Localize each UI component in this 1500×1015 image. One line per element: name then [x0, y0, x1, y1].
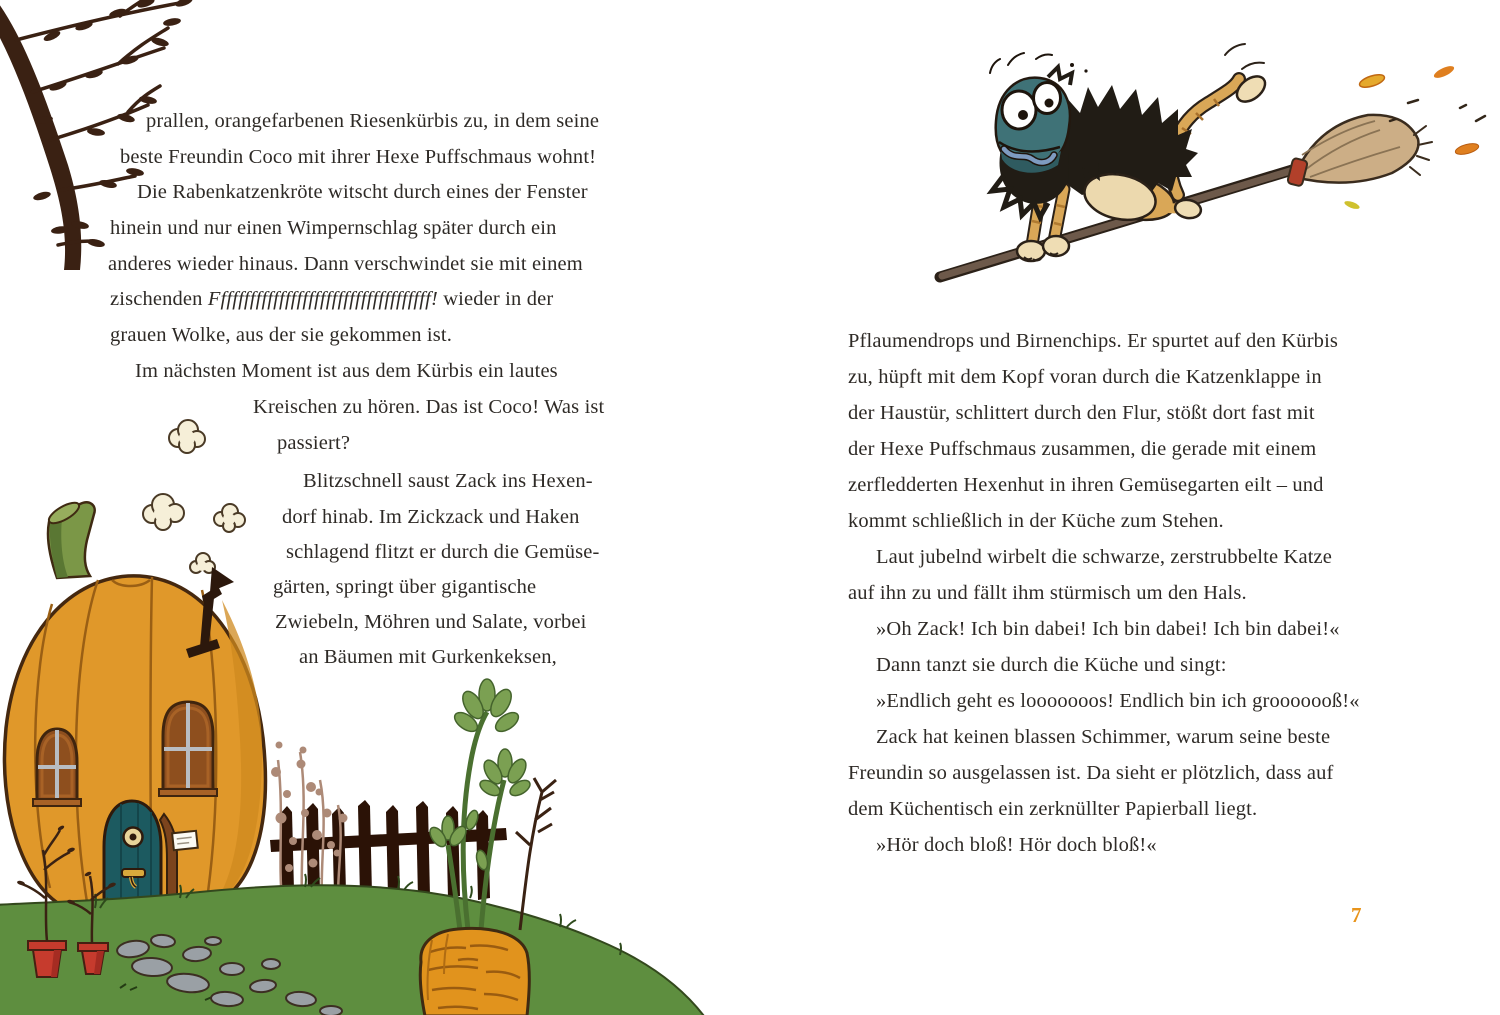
raven-cat-toad — [990, 44, 1270, 261]
text-line: der Haustür, schlittert durch den Flur, stößt dort fast mit — [848, 402, 1315, 424]
text-line: »Hör doch bloß! Hör doch bloß!« — [876, 834, 1157, 856]
text-line: gärten, springt über gigantische — [273, 576, 537, 598]
text-line: Zwiebeln, Möhren und Salate, vorbei — [275, 611, 587, 633]
text-line: schlagend flitzt er durch die Gemüse- — [286, 541, 600, 563]
text-line: der Hexe Puffschmaus zusammen, die gerade mit einem — [848, 438, 1317, 460]
hiss-prefix: zischenden — [110, 288, 208, 310]
text-line: »Oh Zack! Ich bin dabei! Ich bin dabei! Ich bin dabei!« — [876, 618, 1340, 640]
text-line: beste Freundin Coco mit ihrer Hexe Puffschmaus wohnt! — [120, 146, 597, 168]
text-line: zerfledderten Hexenhut in ihren Gemüsegarten eilt – und — [848, 474, 1324, 496]
text-line: Zack hat keinen blassen Schimmer, warum seine beste — [876, 726, 1331, 748]
text-line: Blitzschnell saust Zack ins Hexen- — [303, 470, 593, 492]
text-line-hiss — [110, 287, 553, 312]
text-line: Kreischen zu hören. Das ist Coco! Was ist — [253, 396, 605, 418]
text-line: dem Küchentisch ein zerknüllter Papierball liegt. — [848, 798, 1258, 820]
text-line: Freundin so ausgelassen ist. Da sieht er plötzlich, dass auf — [848, 762, 1334, 784]
text-line: Die Rabenkatzenkröte witscht durch eines der Fenster — [137, 181, 588, 203]
text-line: kommt schließlich in der Küche zum Stehen. — [848, 510, 1224, 532]
text-line: Laut jubelnd wirbelt die schwarze, zerstrubbelte Katze — [876, 546, 1333, 568]
text-line: passiert? — [277, 432, 351, 454]
text-line: »Endlich geht es looooooos! Endlich bin ich grooooooß!« — [876, 690, 1360, 712]
door-sign — [172, 831, 198, 850]
hiss-suffix: wieder in der — [437, 288, 554, 310]
eye — [1002, 91, 1036, 129]
broomstick-creature-illustration — [920, 25, 1500, 305]
text-line: an Bäumen mit Gurkenkeksen, — [299, 646, 557, 668]
text-line: dorf hinab. Im Zickzack und Haken — [282, 506, 580, 528]
letter-slot — [122, 869, 145, 877]
text-line: anderes wieder hinaus. Dann verschwindet sie mit einem — [108, 253, 583, 275]
text-line: grauen Wolke, aus der sie gekommen ist. — [110, 324, 452, 346]
text-line: zu, hüpft mit dem Kopf voran durch die Katzenklappe in — [848, 366, 1322, 388]
front-paw — [1043, 236, 1069, 256]
text-line: auf ihn zu und fällt ihm stürmisch um den Hals. — [848, 582, 1247, 604]
page-number: 7 — [1351, 903, 1362, 927]
motion-marks — [1225, 44, 1264, 69]
eye — [1034, 83, 1061, 114]
text-line: Pflaumendrops und Birnenchips. Er spurtet auf den Kürbis — [848, 330, 1339, 352]
text-line: hinein und nur einen Wimpernschlag später durch ein — [110, 217, 557, 239]
chimney-smoke — [143, 420, 245, 573]
text-line: Dann tanzt sie durch die Küche und singt: — [876, 654, 1227, 676]
text-line: Im nächsten Moment ist aus dem Kürbis ein lautes — [135, 360, 558, 382]
hiss-sound: Fffffffffffffffffffffffffffffffffffff! — [207, 288, 438, 310]
text-line: prallen, orangefarbenen Riesenkürbis zu, in dem seine — [146, 110, 600, 132]
left-window — [33, 729, 81, 806]
right-window — [159, 702, 217, 796]
